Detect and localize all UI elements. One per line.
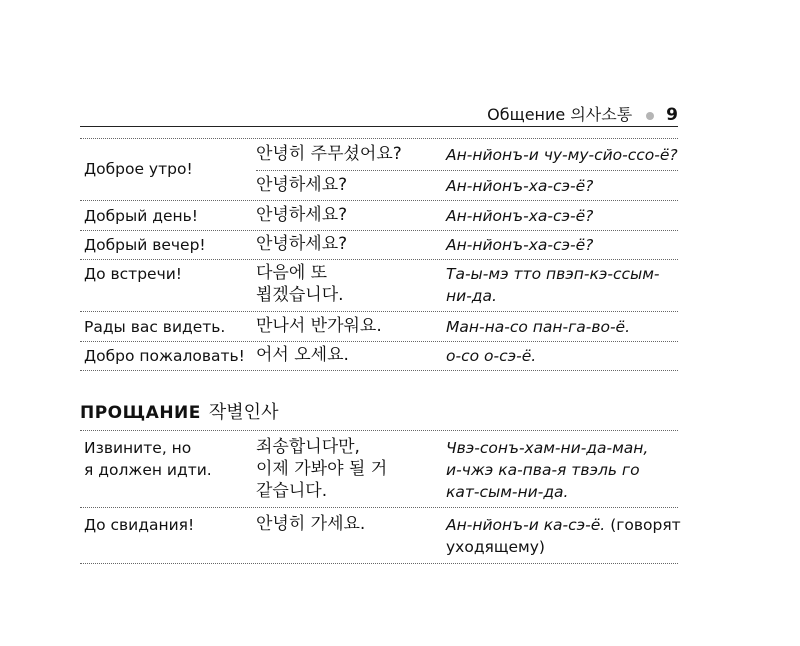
phrase-ko-line2: 뵙겠습니다. xyxy=(256,285,344,305)
phrase-transliteration: Ан-нйонъ-ха-сэ-ё? xyxy=(446,236,594,254)
phrase-ru-line2: я должен идти. xyxy=(84,461,212,479)
section-title-ko: 작별인사 xyxy=(208,402,279,423)
table-row-welcome xyxy=(80,341,678,371)
usage-note: (говорят xyxy=(610,516,681,534)
table-row-good-afternoon xyxy=(80,200,678,231)
phrase-ko: 안녕히 가세요. xyxy=(256,514,366,534)
phrase-transliteration-line2: и-чжэ ка-пва-я твэль го xyxy=(446,461,640,479)
table-row-must-go xyxy=(80,430,678,508)
phrase-transliteration-line1: Чвэ-сонъ-хам-ни-да-ман, xyxy=(446,439,649,457)
table-row-good-morning xyxy=(80,138,678,201)
running-head xyxy=(487,102,678,125)
row-inner-divider xyxy=(256,170,678,171)
phrase-transliteration-line3: кат-сым-ни-да. xyxy=(446,483,569,501)
phrase-transliteration-line2: ни-да. xyxy=(446,287,497,305)
section-title-ru: ПРОЩАНИЕ xyxy=(80,403,201,423)
table-row-good-evening xyxy=(80,230,678,260)
phrase-ko-line2: 이제 가봐야 될 거 xyxy=(256,459,388,479)
phrase-ru: До свидания! xyxy=(84,516,195,534)
phrase-ru: Рады вас видеть. xyxy=(84,318,226,336)
phrase-ru: Доброе утро! xyxy=(84,160,193,178)
phrase-ko: 안녕히 주무셨어요? xyxy=(256,144,402,164)
table-row-nice-to-see-you xyxy=(80,311,678,342)
phrase-ru: До встречи! xyxy=(84,265,183,283)
phrase-ko: 만나서 반가워요. xyxy=(256,316,382,336)
phrase-ru: Добрый день! xyxy=(84,207,198,225)
phrase-transliteration: Ан-нйонъ-и чу-му-сйо-ссо-ё? xyxy=(446,146,678,164)
table-row-see-you xyxy=(80,259,678,312)
phrase-transliteration: Ан-нйонъ-ха-сэ-ё? xyxy=(446,207,594,225)
running-head-title: Общение 의사소통 xyxy=(487,105,633,124)
usage-note-line2: уходящему) xyxy=(446,538,545,556)
bullet-dot-icon xyxy=(646,112,654,120)
phrase-transliteration: о-со о-сэ-ё. xyxy=(446,347,537,365)
phrase-ru: Добрый вечер! xyxy=(84,236,206,254)
page-number: 9 xyxy=(666,105,678,125)
table-row-goodbye xyxy=(80,507,681,564)
phrase-transliteration-line1: Та-ы-мэ тто пвэп-кэ-ссым- xyxy=(446,265,660,283)
phrase-ko: 어서 오세요. xyxy=(256,345,349,365)
page-header xyxy=(80,100,678,127)
phrase-ko-line1: 죄송합니다만, xyxy=(256,437,360,457)
phrase-ko-line1: 다음에 또 xyxy=(256,263,328,283)
phrase-ru: Добро пожаловать! xyxy=(84,347,245,365)
transliteration-text: Ан-нйонъ-и ка-сэ-ё. xyxy=(446,516,606,534)
phrase-ko-line3: 같습니다. xyxy=(256,481,328,501)
phrase-transliteration: Ан-нйонъ-ха-сэ-ё? xyxy=(446,177,594,195)
phrase-ko: 안녕하세요? xyxy=(256,175,348,195)
phrase-transliteration xyxy=(446,514,681,536)
section-heading-farewell xyxy=(80,398,278,424)
phrase-ko: 안녕하세요? xyxy=(256,205,348,225)
phrase-transliteration: Ман-на-со пан-га-во-ё. xyxy=(446,318,631,336)
phrase-ko: 안녕하세요? xyxy=(256,234,348,254)
phrase-ru-line1: Извините, но xyxy=(84,439,192,457)
